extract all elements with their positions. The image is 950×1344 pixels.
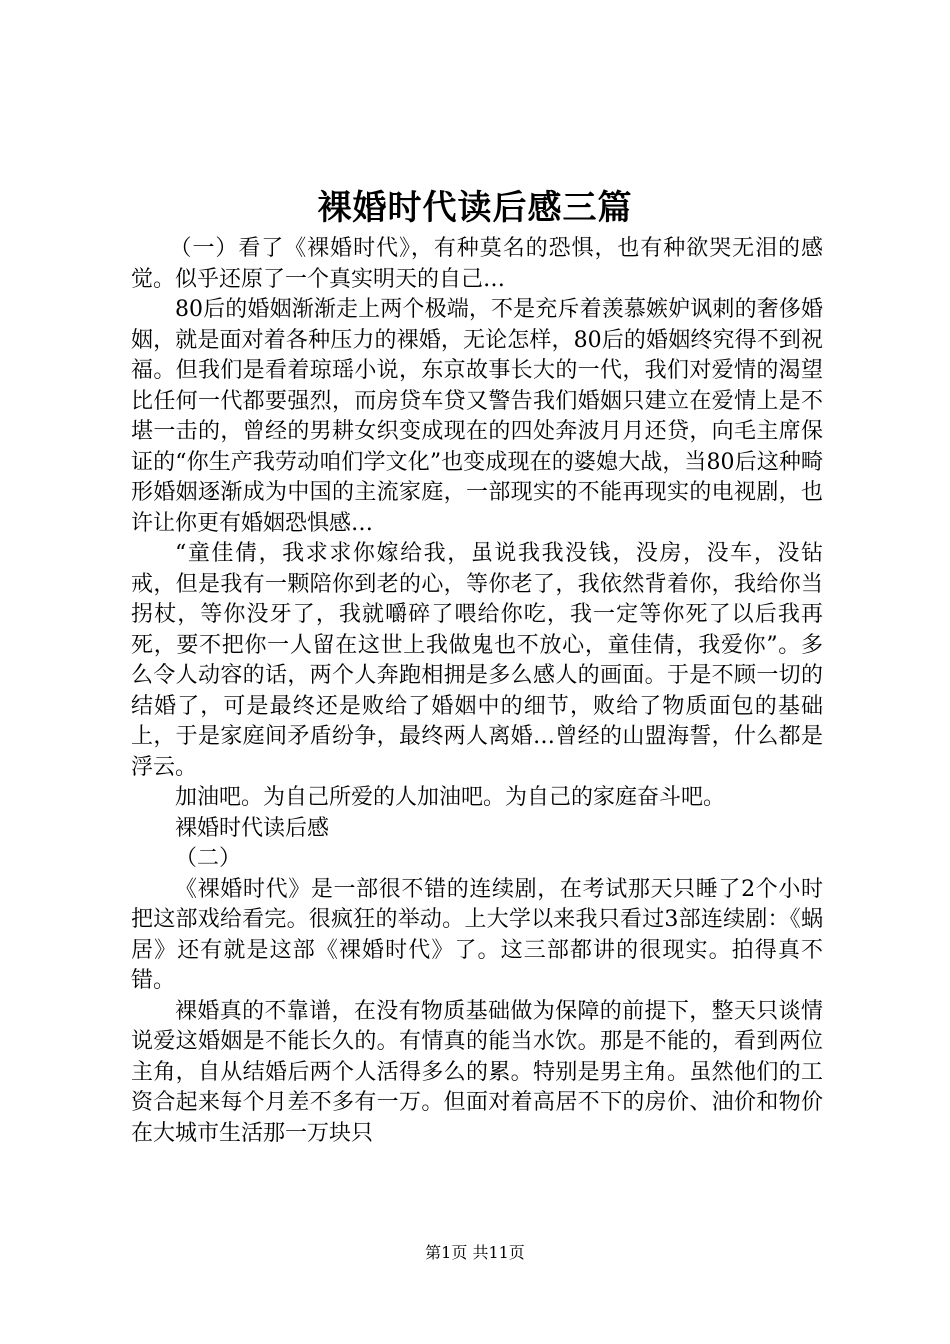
paragraph-8: 裸婚真的不靠谱，在没有物质基础做为保障的前提下，整天只谈情说爱这婚姻是不能长久的。有情真的能当水饮。那是不能的，看到两位主角，自从结婚后两个人活得多么的累。特别是男主角。虽然他们的工资合起来每个月差不多有一万。但面对着高居不下的房价、油价和物价在大城市生活那一万块只 — [131, 998, 823, 1146]
paragraph-7: 《裸婚时代》是一部很不错的连续剧，在考试那天只睡了2个小时把这部戏给看完。很疯狂的举动。上大学以来我只看过3部连续剧：《蜗居》还有就是这部《裸婚时代》了。这三部都讲的很现实。拍得真不错。 — [131, 876, 823, 993]
paragraph-2: 80后的婚姻渐渐走上两个极端，不是充斥着羡慕嫉妒讽刺的奢侈婚姻，就是面对着各种压力的裸婚，无论怎样，80后的婚姻终究得不到祝福。但我们是看着琼瑶小说，东京故事长大的一代，我们对爱情的渴望比任何一代都要强烈，而房贷车贷又警告我们婚姻只建立在爱情上是不堪一击的，曾经的男耕女织变成现在的四处奔波月月还贷，向毛主席保证的“你生产我劳动咱们学文化”也变成现在的婆媳大战，当80后这种畸形婚姻逐渐成为中国的主流家庭，一部现实的不能再现实的电视剧，也许让你更有婚姻恐惧感… — [131, 297, 823, 536]
paragraph-6: （二） — [175, 846, 242, 871]
paragraph-1: （一）看了《裸婚时代》，有种莫名的恐惧，也有种欲哭无泪的感觉。似乎还原了一个真实明天的自己… — [131, 236, 823, 292]
paragraph-3: “童佳倩，我求求你嫁给我，虽说我我没钱，没房，没车，没钻戒，但是我有一颗陪你到老的心，等你老了，我依然背着你，我给你当拐杖，等你没牙了，我就嚼碎了喂给你吃，我一定等你死了以后我再死，要不把你一人留在这世上我做鬼也不放心，童佳倩，我爱你”。多么令人动容的话，两个人奔跑相拥是多么感人的画面。于是不顾一切的结婚了，可是最终还是败给了婚姻中的细节，败给了物质面包的基础上，于是家庭间矛盾纷争，最终两人离婚…曾经的山盟海誓，什么都是浮云。 — [131, 541, 823, 780]
paragraph-5: 裸婚时代读后感 — [175, 815, 330, 841]
document-body — [131, 234, 823, 1149]
paragraph-4: 加油吧。为自己所爱的人加油吧。为自己的家庭奋斗吧。 — [175, 785, 726, 810]
page-footer: 第1页 共11页 — [425, 1243, 525, 1262]
document-title: 裸婚时代读后感三篇 — [317, 188, 633, 228]
